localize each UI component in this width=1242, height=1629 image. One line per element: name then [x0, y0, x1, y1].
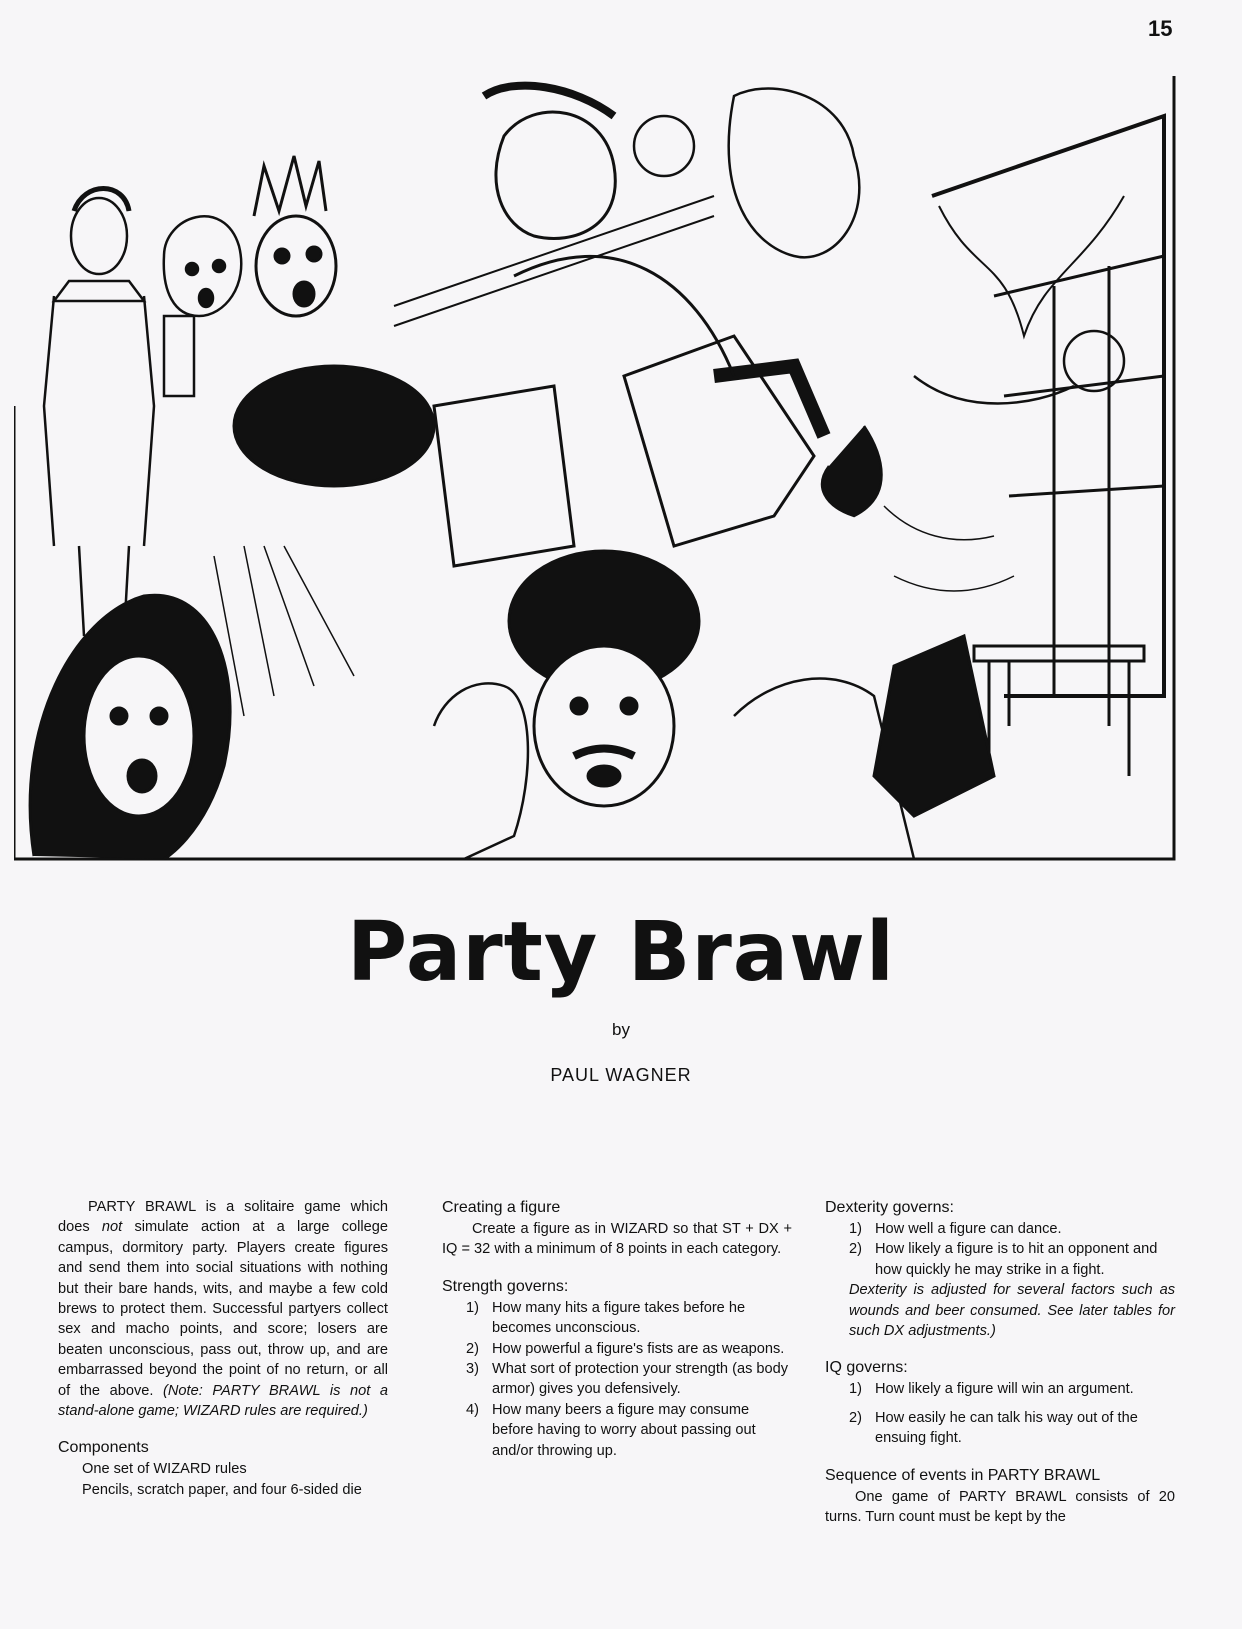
item-number: 3) — [466, 1361, 479, 1378]
iq-list — [825, 1379, 1175, 1448]
item-text: How easily he can talk his way out of the ensuing fight. — [875, 1409, 1138, 1447]
component-item: Pencils, scratch paper, and four 6-sided die — [82, 1481, 362, 1498]
byline: by — [612, 1020, 630, 1039]
intro-text-1: PARTY BRAWL is a solitaire game which does — [58, 1199, 388, 1236]
list-item — [442, 1298, 792, 1339]
creating-heading: Creating a figure — [442, 1199, 561, 1216]
item-number: 1) — [466, 1299, 479, 1316]
item-number: 4) — [466, 1401, 479, 1418]
intro-not-emphasis: not — [101, 1219, 123, 1236]
intro-note: (Note: PARTY BRAWL is not a stand-alone game; WIZARD rules are required.) — [58, 1382, 388, 1420]
item-text: How likely a figure will win an argument. — [875, 1381, 1134, 1398]
sequence-text: One game of PARTY BRAWL consists of 20 turns. Turn count must be kept by the — [825, 1488, 1175, 1526]
item-text: How powerful a figure's fists are as weapons. — [492, 1340, 785, 1357]
item-text: How likely a figure is to hit an opponent and how quickly he may strike in a fight. — [875, 1241, 1158, 1278]
intro-text-2: simulate action at a large college campus, dormitory party. Players create figures and send them into social situations with nothing but their bare hands, wits, and maybe a few cold brews to protect them. Successful partyers collect sex and macho points, and score; losers are beaten unconscious, pass out, throw up, and are embarrassed beyond the point of no return, or all of the above. — [58, 1219, 388, 1399]
components-heading: Components — [58, 1439, 149, 1457]
item-number: 2) — [849, 1241, 862, 1258]
party-brawl-illustration — [14, 76, 1218, 894]
iq-heading: IQ governs: — [825, 1359, 908, 1377]
dexterity-list — [825, 1219, 1175, 1280]
list-item — [442, 1339, 792, 1359]
item-number: 1) — [849, 1381, 862, 1398]
item-number: 1) — [849, 1221, 862, 1237]
component-item: One set of WIZARD rules — [82, 1461, 247, 1478]
list-item — [825, 1239, 1175, 1280]
list-item — [825, 1379, 1175, 1399]
strength-heading: Strength governs: — [442, 1277, 569, 1295]
column-3 — [825, 1197, 1175, 1527]
item-text: How well a figure can dance. — [875, 1221, 1062, 1237]
page-number: 15 — [1148, 16, 1173, 41]
list-item — [442, 1359, 792, 1400]
author-name: PAUL WAGNER — [550, 1065, 692, 1085]
sequence-heading: Sequence of events in PARTY BRAWL — [825, 1466, 1101, 1484]
dexterity-heading: Dexterity governs: — [825, 1199, 954, 1216]
column-1 — [58, 1197, 388, 1500]
list-item — [825, 1219, 1175, 1239]
list-item — [442, 1400, 792, 1461]
item-text: How many beers a figure may consume before having to worry about passing out and/or throwing up. — [492, 1401, 756, 1459]
item-text: What sort of protection your strength (as body armor) gives you defensively. — [492, 1361, 789, 1398]
column-2 — [442, 1197, 792, 1461]
item-text: How many hits a figure takes before he becomes unconscious. — [492, 1299, 746, 1337]
strength-list — [442, 1298, 792, 1461]
intro-paragraph — [58, 1197, 388, 1421]
item-number: 2) — [849, 1409, 862, 1426]
creating-text: Create a figure as in WIZARD so that ST + DX + IQ = 32 with a minimum of 8 points in each category. — [442, 1221, 792, 1258]
list-item — [825, 1408, 1175, 1449]
dexterity-note: Dexterity is adjusted for several factors such as wounds and beer consumed. See later tables for such DX adjustments.) — [849, 1282, 1175, 1340]
item-number: 2) — [466, 1340, 479, 1357]
article-title: Party Brawl — [346, 905, 895, 1000]
